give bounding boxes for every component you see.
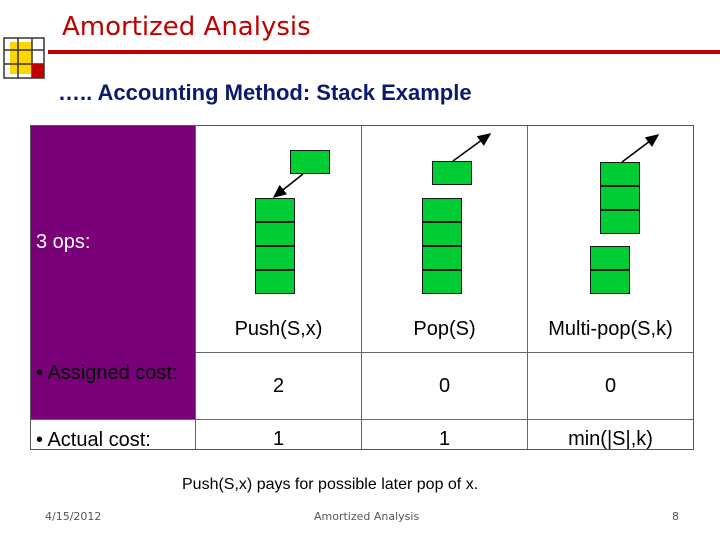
popped-element xyxy=(600,186,640,210)
table-divider xyxy=(195,126,196,449)
title-underline xyxy=(48,50,720,54)
stack-element xyxy=(590,270,630,294)
actual-cost-multipop: min(|S|,k) xyxy=(568,428,653,450)
column-header-pop: Pop(S) xyxy=(413,318,476,340)
stack-element xyxy=(255,270,295,294)
column-header-push: Push(S,x) xyxy=(234,318,323,340)
stack-element xyxy=(422,270,462,294)
page-number: 8 xyxy=(672,510,679,523)
popped-element xyxy=(432,161,472,185)
popped-element xyxy=(600,210,640,234)
stack-element xyxy=(255,222,295,246)
pushed-element xyxy=(290,150,330,174)
slide-title: Amortized Analysis xyxy=(62,12,311,42)
stack-element xyxy=(422,222,462,246)
popped-element xyxy=(600,162,640,186)
slide-subtitle: ….. Accounting Method: Stack Example xyxy=(58,80,472,105)
stack-element xyxy=(422,246,462,270)
assigned-cost-multipop: 0 xyxy=(604,375,617,397)
stack-element xyxy=(255,246,295,270)
stack-element xyxy=(422,198,462,222)
row-label-actual: • Actual cost: xyxy=(36,429,151,451)
row-label-assigned: • Assigned cost: xyxy=(36,362,178,384)
actual-cost-pop: 1 xyxy=(438,428,451,450)
stack-element xyxy=(255,198,295,222)
assigned-cost-pop: 0 xyxy=(438,375,451,397)
actual-cost-push: 1 xyxy=(272,428,285,450)
stack-element xyxy=(590,246,630,270)
note-text: Push(S,x) pays for possible later pop of x. xyxy=(182,476,479,493)
table-divider xyxy=(195,352,693,353)
footer-date: 4/15/2012 xyxy=(45,510,102,523)
table-divider xyxy=(31,419,693,420)
footer-title: Amortized Analysis xyxy=(314,510,420,523)
corner-logo-icon xyxy=(0,36,48,80)
ops-label: 3 ops: xyxy=(36,231,91,253)
table-divider xyxy=(361,126,362,449)
assigned-cost-push: 2 xyxy=(272,375,285,397)
column-header-multipop: Multi-pop(S,k) xyxy=(548,318,673,340)
table-divider xyxy=(527,126,528,449)
